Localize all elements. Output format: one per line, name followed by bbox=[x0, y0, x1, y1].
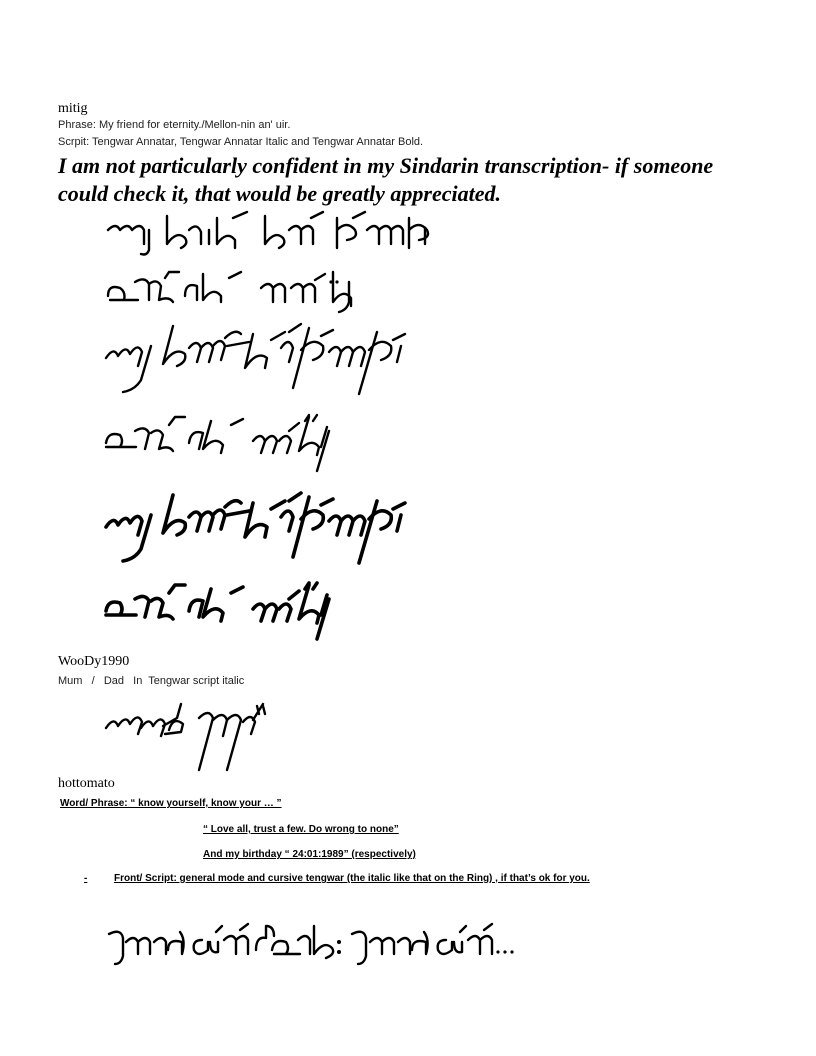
post3-dash: - bbox=[84, 873, 88, 884]
post3-word-phrase: Word/ Phrase: “ know yourself, know your … ” bbox=[60, 798, 282, 809]
tengwar-annatar-line2-image bbox=[105, 268, 355, 312]
post1-script: Scrpit: Tengwar Annatar, Tengwar Annatar Italic and Tengwar Annatar Bold. bbox=[58, 136, 424, 148]
post3-birthday: And my birthday “ 24:01:1989” (respectively) bbox=[203, 849, 416, 860]
tengwar-annatar-italic-line2-image bbox=[103, 413, 343, 473]
tengwar-mum-dad-image bbox=[103, 700, 273, 776]
post3-front-script: Front/ Script: general mode and cursive tengwar (the italic like that on the Ring) , if that’s ok for you. bbox=[114, 873, 590, 884]
tengwar-annatar-bold-line1-image bbox=[103, 487, 413, 567]
post2-request: Mum / Dad In Tengwar script italic bbox=[58, 675, 245, 687]
tengwar-annatar-line1-image bbox=[105, 210, 435, 260]
post3-phrase-2: “ Love all, trust a few. Do wrong to none” bbox=[203, 824, 399, 835]
tengwar-know-yourself-image bbox=[106, 920, 516, 968]
tengwar-annatar-italic-line1-image bbox=[103, 318, 413, 396]
post2-username: WooDy1990 bbox=[58, 654, 130, 669]
post1-phrase: Phrase: My friend for eternity./Mellon-nin an' uir. bbox=[58, 119, 291, 131]
post1-note: I am not particularly confident in my Sindarin transcription- if someone could check it, that would be greatly appreciated. bbox=[58, 153, 714, 206]
post3-username: hottomato bbox=[58, 776, 115, 791]
post1-username: mitig bbox=[58, 101, 88, 116]
tengwar-annatar-bold-line2-image bbox=[103, 581, 343, 643]
